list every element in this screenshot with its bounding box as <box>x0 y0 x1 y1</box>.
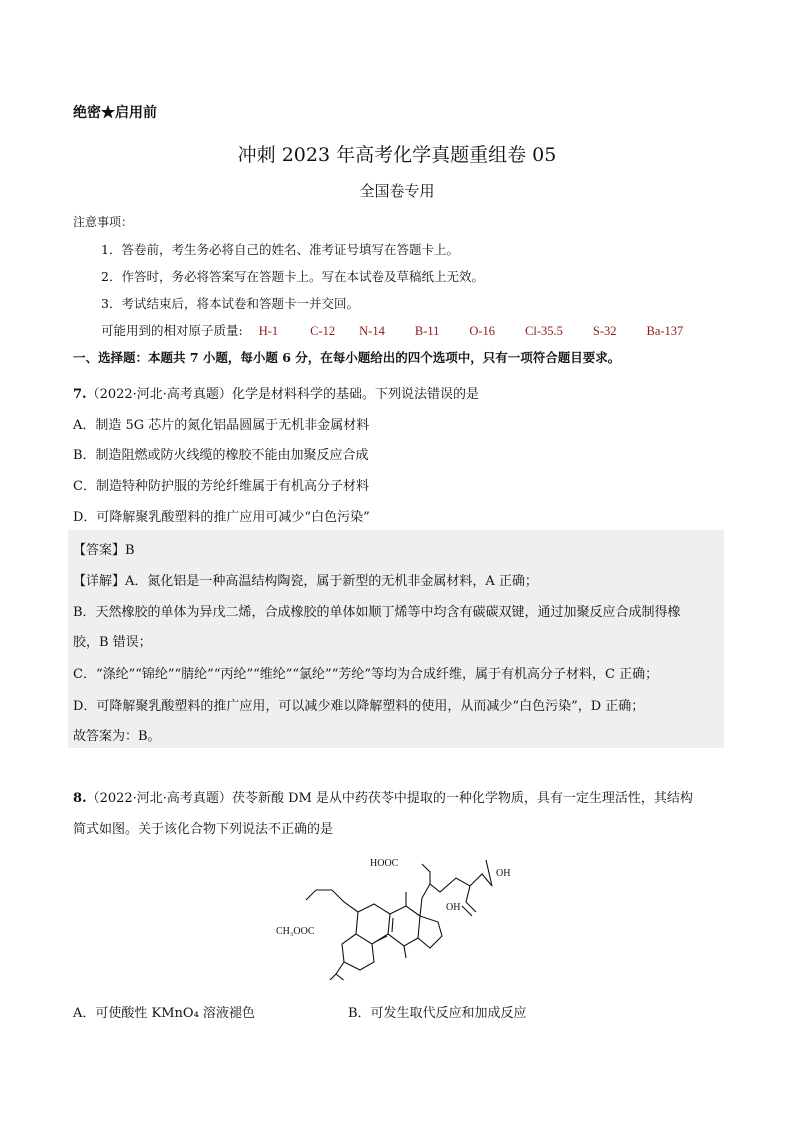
question-source: （2022·河北·高考真题） <box>86 387 232 402</box>
question-source: （2022·河北·高考真题） <box>86 791 232 806</box>
detail-line: 故答案为：B。 <box>73 729 161 744</box>
option-b: B．制造阻燃或防火线缆的橡胶不能由加聚反应合成 <box>73 448 369 463</box>
chemical-structure <box>270 850 530 980</box>
page-subtitle: 全国卷专用 <box>359 182 435 200</box>
option-a: A．可使酸性 KMnO₄ 溶液褪色 <box>73 1006 255 1021</box>
mass-item: N-14 <box>359 324 385 338</box>
oh-label: OH <box>446 902 461 913</box>
question-7-stem <box>73 383 479 402</box>
section-title: 一、选择题：本题共 7 小题，每小题 6 分，在每小题给出的四个选项中，只有一项符合题目要求。 <box>73 350 621 365</box>
question-8-stem <box>73 787 693 806</box>
mass-item: Cl-35.5 <box>525 324 563 338</box>
hooc-label: HOOC <box>370 858 399 869</box>
question-8-stem-line2: 简式如图。关于该化合物下列说法不正确的是 <box>73 822 334 837</box>
detail-line: B．天然橡胶的单体为异戊二烯，合成橡胶的单体如顺丁烯等中均含有碳碳双键，通过加聚反应合成制得橡 <box>73 605 681 620</box>
detail-line: C．“涤纶”“锦纶”“腈纶”“丙纶”“维纶”“氯纶”“芳纶”等均为合成纤维，属于有机高分子材料，C 正确； <box>73 667 659 682</box>
atomic-masses <box>101 321 683 339</box>
option-c: C．制造特种防护服的芳纶纤维属于有机高分子材料 <box>73 479 369 494</box>
note-item: 1．答卷前，考生务必将自己的姓名、准考证号填写在答题卡上。 <box>101 242 459 257</box>
option-d: D．可降解聚乳酸塑料的推广应用可减少“白色污染” <box>73 510 370 525</box>
secret-label: 绝密★启用前 <box>73 105 157 121</box>
mass-item: H-1 <box>258 324 279 338</box>
page-title: 冲刺 2023 年高考化学真题重组卷 05 <box>237 144 557 166</box>
ester-label: CH₃OOC <box>276 926 315 937</box>
question-number: 7. <box>73 387 87 402</box>
note-item: 2．作答时，务必将答案写在答题卡上。写在本试卷及草稿纸上无效。 <box>101 269 484 284</box>
mass-item: B-11 <box>414 324 440 338</box>
mass-item: C-12 <box>310 324 336 338</box>
detail-line: 【详解】A．氮化铝是一种高温结构陶瓷，属于新型的无机非金属材料，A 正确； <box>73 574 538 589</box>
detail-line: 胶，B 错误； <box>73 635 152 650</box>
option-a: A．制造 5G 芯片的氮化铝晶圆属于无机非金属材料 <box>73 418 370 433</box>
notes-heading: 注意事项： <box>73 215 134 229</box>
answer-label: 【答案】B <box>73 543 135 558</box>
mass-item: Ba-137 <box>646 324 684 338</box>
option-b: B．可发生取代反应和加成反应 <box>348 1006 527 1021</box>
masses-label: 可能用到的相对原子质量: <box>101 323 243 338</box>
detail-line: D．可降解聚乳酸塑料的推广应用，可以减少难以降解塑料的使用，从而减少“白色污染”，D 正确； <box>73 699 645 714</box>
mass-item: O-16 <box>469 324 496 338</box>
mass-item: S-32 <box>592 324 617 338</box>
question-number: 8. <box>73 791 87 806</box>
answer-box <box>68 530 724 748</box>
note-item: 3．考试结束后，将本试卷和答题卡一并交回。 <box>101 296 359 311</box>
question-text: 茯苓新酸 DM 是从中药茯苓中提取的一种化学物质，具有一定生理活性，其结构 <box>231 791 693 806</box>
question-text: 化学是材料科学的基础。下列说法错误的是 <box>231 387 479 402</box>
oh-label: OH <box>496 868 511 879</box>
